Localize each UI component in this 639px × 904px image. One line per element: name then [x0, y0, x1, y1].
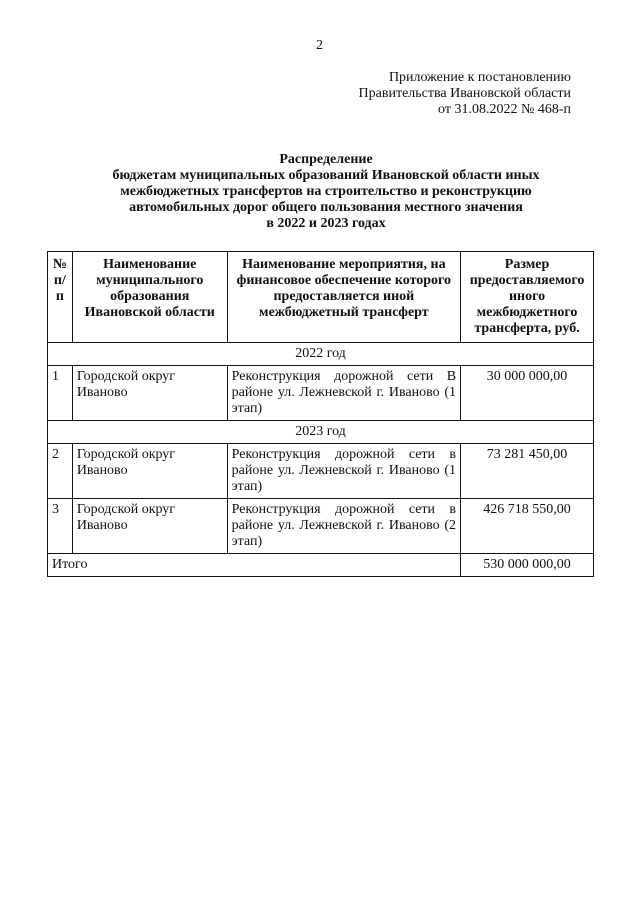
row-amount: 73 281 450,00: [461, 444, 594, 499]
row-event: Реконструкция дорожной сети в районе ул. Лежневской г. Иваново (1 этап): [227, 444, 460, 499]
table-row: [48, 444, 594, 499]
table-row: [48, 499, 594, 554]
row-amount: 30 000 000,00: [461, 366, 594, 421]
header-amount: Размер предоставляемого иного межбюджетного трансферта, руб.: [461, 252, 594, 343]
appendix-line: Приложение к постановлению: [388, 70, 571, 85]
appendix-line: от 31.08.2022 № 468-п: [438, 102, 571, 117]
header-municipality: Наименование муниципального образования Ивановской области: [72, 252, 227, 343]
year-row: [48, 343, 594, 366]
title-line: бюджетам муниципальных образований Ивановской области иных: [112, 168, 540, 183]
year-label: 2022 год: [48, 343, 594, 366]
row-event: Реконструкция дорожной сети в районе ул. Лежневской г. Иваново (2 этап): [227, 499, 460, 554]
row-number: 3: [48, 499, 73, 554]
title-line: Распределение: [279, 152, 373, 167]
year-row: [48, 421, 594, 444]
page-number: 2: [316, 38, 323, 53]
table-header-row: [48, 252, 594, 343]
row-municipality: Городской округ Иваново: [72, 366, 227, 421]
header-number: № п/п: [48, 252, 73, 343]
total-label: Итого: [48, 554, 461, 577]
title-line: межбюджетных трансфертов на строительство и реконструкцию: [120, 184, 532, 199]
header-event: Наименование мероприятия, на финансовое обеспечение которого предоставляется иной межбюджетный трансферт: [227, 252, 460, 343]
row-number: 2: [48, 444, 73, 499]
row-number: 1: [48, 366, 73, 421]
row-amount: 426 718 550,00: [461, 499, 594, 554]
row-municipality: Городской округ Иваново: [72, 499, 227, 554]
total-row: [48, 554, 594, 577]
total-amount: 530 000 000,00: [461, 554, 594, 577]
allocation-table: [47, 251, 594, 577]
title-line: автомобильных дорог общего пользования местного значения: [129, 200, 523, 215]
appendix-line: Правительства Ивановской области: [358, 86, 571, 101]
row-event: Реконструкция дорожной сети В районе ул. Лежневской г. Иваново (1 этап): [227, 366, 460, 421]
table-row: [48, 366, 594, 421]
appendix-block: [359, 70, 571, 118]
document-title: [60, 152, 592, 232]
title-line: в 2022 и 2023 годах: [266, 216, 386, 231]
row-municipality: Городской округ Иваново: [72, 444, 227, 499]
year-label: 2023 год: [48, 421, 594, 444]
